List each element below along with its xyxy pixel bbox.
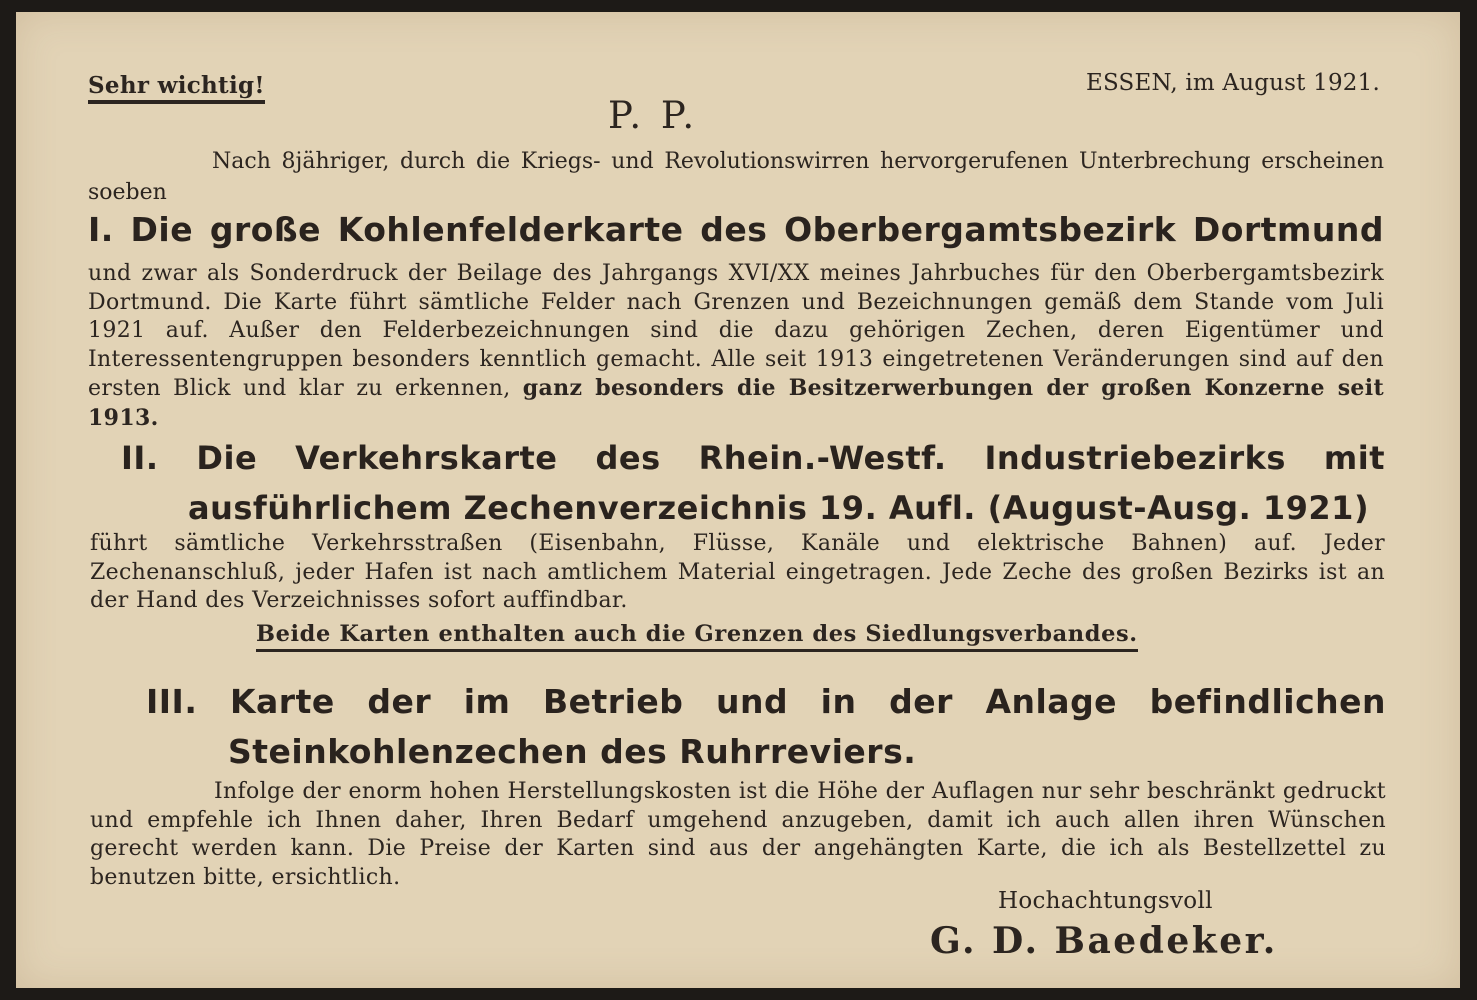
postcard	[16, 12, 1460, 988]
section3-heading-line2: Steinkohlenzechen des Ruhrreviers.	[228, 732, 917, 771]
section1-body-text: und zwar als Sonderdruck der Beilage des Jahrgangs XVI/XX meines Jahrbuches für den Oberbergamtsbezirk Dortmund. Die Karte führt sämtliche Felder nach Grenzen und Bezeichnungen gemäß dem Stande vom Juli 1921 auf. Außer den Felderbezeichnungen sind die dazu gehörigen Zechen, deren Eigentümer und Interessentengruppen besonders kenntlich gemacht. Alle seit 1913 eingetretenen Veränderungen sind auf den ersten Blick und klar zu erkennen,	[88, 261, 1384, 401]
section2-heading-line2: ausführlichem Zechenverzeichnis 19. Aufl. (August-Ausg. 1921)	[188, 489, 1370, 527]
section3-body-text: Infolge der enorm hohen Herstellungskosten ist die Höhe der Auflagen nur sehr beschränkt gedruckt und empfehle ich Ihnen daher, Ihren Bedarf umgehend anzugeben, damit ich auch allen ihren Wünschen gerecht werden kann. Die Preise der Karten sind aus der angehängten Karte, die ich als Bestellzettel zu benutzen bitte, ersichtlich.	[90, 779, 1386, 890]
section2-notice: Beide Karten enthalten auch die Grenzen des Siedlungsverbandes.	[256, 621, 1138, 652]
closing-salutation: Hochachtungsvoll	[998, 888, 1213, 914]
section2-body: führt sämtliche Verkehrsstraßen (Eisenbahn, Flüsse, Kanäle und elektrische Bahnen) auf. Jeder Zechenanschluß, jeder Hafen ist nach amtlichem Material eingetragen. Jede Zeche des großen Bezirks ist an der Hand des Verzeichnisses sofort auffindbar.	[90, 531, 1385, 613]
intro-body: Nach 8jähriger, durch die Kriegs- und Revolutionswirren hervorgerufenen Unterbrechung erscheinen soeben	[88, 149, 1384, 205]
section3-body	[90, 778, 1386, 892]
section1-body-bold: ganz besonders die Besitzerwerbungen der großen Konzerne seit 1913.	[88, 375, 1384, 431]
intro-text	[88, 146, 1384, 208]
signature: G. D. Baedeker.	[930, 920, 1278, 962]
important-note: Sehr wichtig!	[88, 72, 265, 104]
salutation-pp: P. P.	[608, 94, 699, 137]
section3-heading-line1: III. Karte der im Betrieb und in der Anlage befindlichen	[146, 682, 1386, 721]
section1-body	[88, 260, 1384, 433]
section1-heading: I. Die große Kohlenfelderkarte des Oberbergamtsbezirk Dortmund	[88, 210, 1384, 249]
section2-heading-line1: II. Die Verkehrskarte des Rhein.-Westf. Industriebezirks mit	[121, 439, 1385, 477]
place-date: ESSEN, im August 1921.	[1085, 70, 1380, 96]
